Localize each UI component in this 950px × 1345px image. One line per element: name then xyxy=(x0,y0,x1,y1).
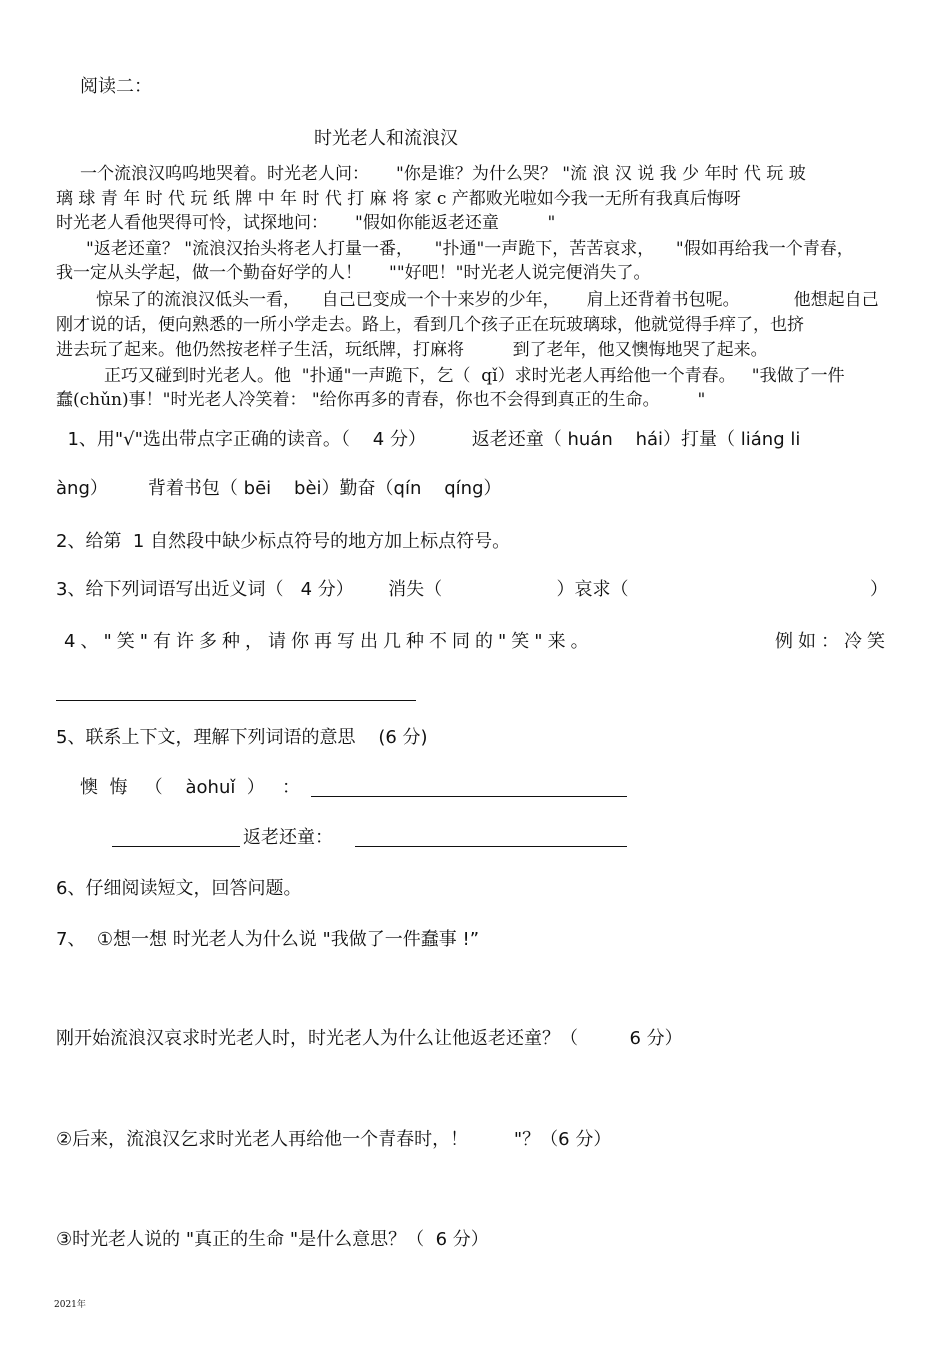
page-footer: 2021年 xyxy=(54,1300,86,1310)
story-line-2: 璃 球 青 年 时 代 玩 纸 牌 中 年 时 代 打 麻 将 家 c 产都败光啦如今我一无所有我真后悔呀 xyxy=(56,189,741,209)
question-2: 2、给第 1 自然段中缺少标点符号的地方加上标点符号。 xyxy=(56,531,511,552)
question-6: 6、仔细阅读短文，回答问题。 xyxy=(56,878,302,899)
question-7-part-c: ②后来，流浪汉乞求时光老人再给他一个青春时，！ "？（6 分） xyxy=(56,1129,612,1150)
question-3: 3、给下列词语写出近义词（ 4 分） 消失（ ）哀求（ xyxy=(56,579,629,600)
question-7-part-d: ③时光老人说的 "真正的生命 "是什么意思？（ 6 分） xyxy=(56,1229,489,1250)
question-5-item-2: 返老还童： xyxy=(243,827,333,848)
question-5-item-1: 懊 悔 （ àohuǐ ） ： xyxy=(80,777,300,798)
story-title: 时光老人和流浪汉 xyxy=(314,128,458,149)
question-7-part-b: 刚开始流浪汉哀求时光老人时，时光老人为什么让他返老还童？（ 6 分） xyxy=(56,1028,683,1049)
story-line-1: 一个流浪汉呜呜地哭着。时光老人问： "你是谁？为什么哭？ "流 浪 汉 说 我 少 年时 代 玩 玻 xyxy=(80,164,806,184)
section-label: 阅读二： xyxy=(80,76,152,97)
question-1-line-2: àng） 背着书包（ bēi bèi）勤奋（qín qíng） xyxy=(56,478,502,499)
question-4 xyxy=(64,630,890,654)
story-line-4: "返老还童？ "流浪汉抬头将老人打量一番， "扑通"一声跪下，苦苦哀求， "假如再给我一个青春， xyxy=(86,239,854,259)
question-1-line-1: 1、用"√"选出带点字正确的读音。（ 4 分） 返老还童（ huán hái）打量（ liáng li xyxy=(56,429,801,450)
story-line-3: 时光老人看他哭得可怜，试探地问： "假如你能返老还童 " xyxy=(56,213,556,233)
question-4-example: 例如：冷笑 xyxy=(775,631,890,652)
story-line-8: 进去玩了起来。他仍然按老样子生活，玩纸牌，打麻将 到了老年，他又懊悔地哭了起来。 xyxy=(56,340,768,360)
answer-line-q4[interactable] xyxy=(56,700,416,701)
question-7: 7、 ①想一想 时光老人为什么说 "我做了一件蠢事 !” xyxy=(56,929,480,950)
story-line-5: 我一定从头学起，做一个勤奋好学的人！ ""好吧！"时光老人说完便消失了。 xyxy=(56,263,651,283)
answer-line-q5-2[interactable] xyxy=(355,846,627,847)
question-3-close-paren: ） xyxy=(870,579,888,600)
question-5: 5、联系上下文，理解下列词语的意思 (6 分) xyxy=(56,727,428,748)
answer-line-q5-1[interactable] xyxy=(311,796,627,797)
story-line-7: 刚才说的话，便向熟悉的一所小学走去。路上，看到几个孩子正在玩玻璃球，他就觉得手痒了，也挤 xyxy=(56,315,804,335)
story-line-6: 惊呆了的流浪汉低头一看， 自己已变成一个十来岁的少年， 肩上还背着书包呢。 他想起自己 xyxy=(96,290,879,310)
story-line-9: 正巧又碰到时光老人。他 "扑通"一声跪下，乞（ qǐ）求时光老人再给他一个青春。 "我做了一件 xyxy=(104,366,845,386)
story-line-10: 蠢(chǔn)事！"时光老人冷笑着： "给你再多的青春，你也不会得到真正的生命。 " xyxy=(56,390,706,410)
answer-line-q5-2-prefix[interactable] xyxy=(112,846,240,847)
question-4-prompt: 4、"笑"有许多种，请你再写出几种不同的"笑"来。 xyxy=(64,631,594,652)
